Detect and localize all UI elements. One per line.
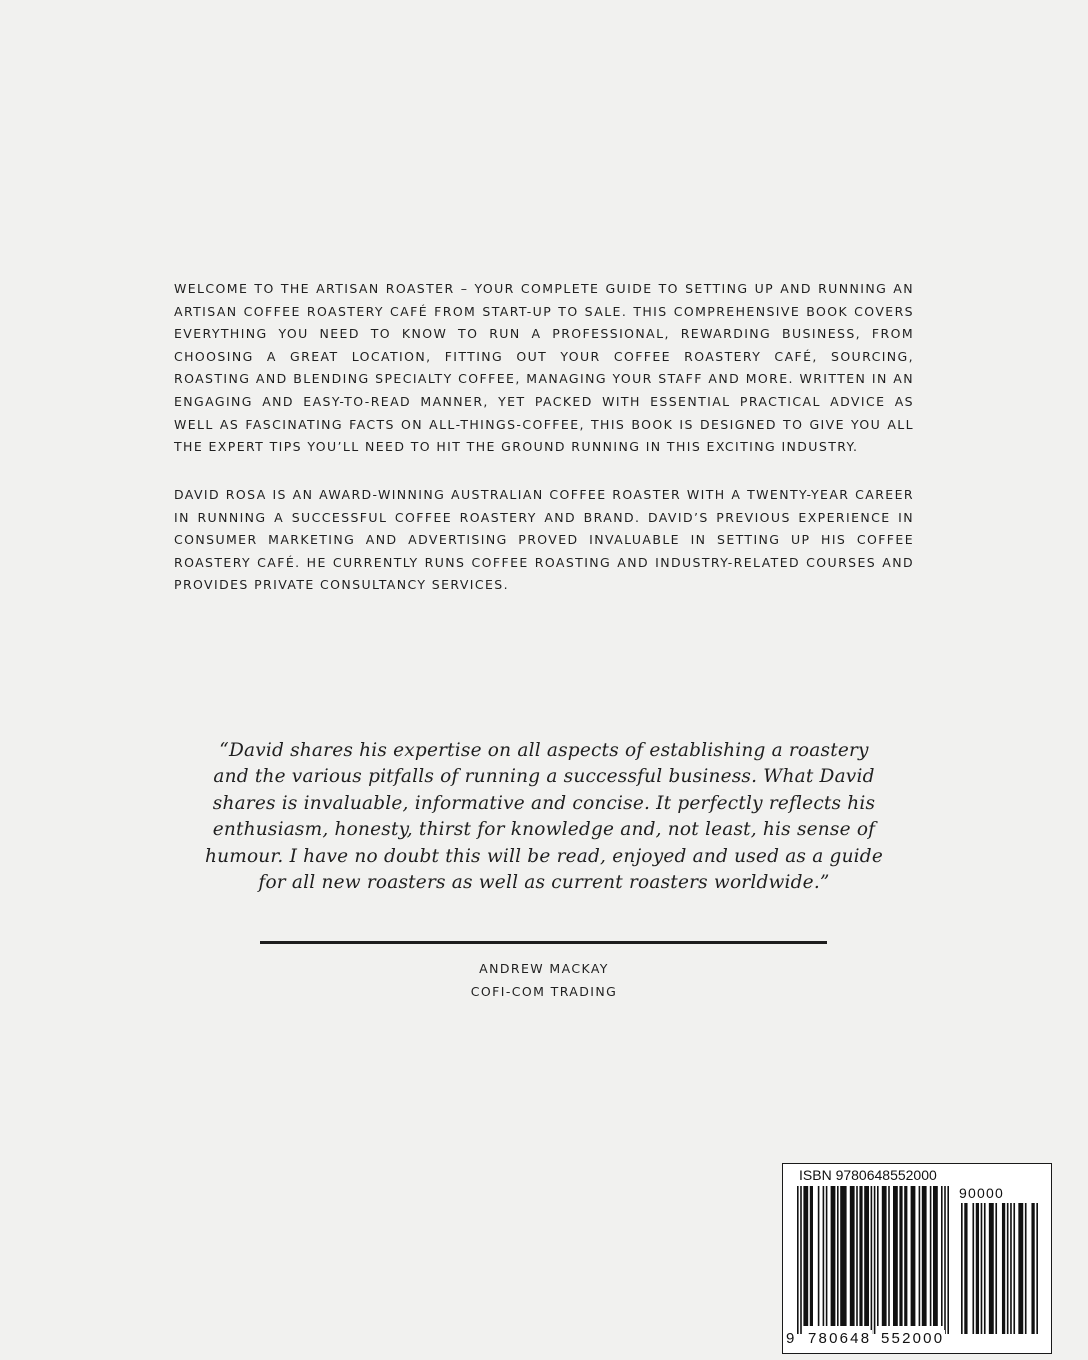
barcode-bar xyxy=(972,1203,974,1334)
testimonial-author-name: ANDREW MACKAY xyxy=(479,961,609,976)
barcode-bar xyxy=(941,1186,943,1326)
addon-barcode-icon xyxy=(961,1203,1038,1334)
barcode-bar xyxy=(1036,1203,1038,1334)
barcode-addon-number: 90000 xyxy=(959,1185,1004,1201)
barcode-bar xyxy=(803,1186,808,1326)
barcode-bar xyxy=(984,1203,986,1334)
barcode-bar xyxy=(933,1186,938,1326)
author-bio-paragraph: DAVID ROSA IS AN AWARD-WINNING AUSTRALIAN COFFEE ROASTER WITH A TWENTY-YEAR CAREER IN RUNNING A SUCCESSFUL COFFEE ROASTERY AND BRAND. DAVID’S PREVIOUS EXPERIENCE IN CONSUMER MARKETING AND ADVERTISING PROVED INVALUABLE IN SETTING UP HIS COFFEE ROASTERY CAFÉ. HE CURRENTLY RUNS COFFEE ROASTING AND INDUSTRY-RELATED COURSES AND PROVIDES PRIVATE CONSULTANCY SERVICES. xyxy=(174,487,914,593)
barcode-bar xyxy=(1002,1203,1005,1334)
barcode-bar xyxy=(1031,1203,1034,1334)
barcode-bar xyxy=(976,1203,979,1334)
divider-rule xyxy=(260,941,827,944)
barcode-bar xyxy=(864,1186,869,1326)
barcode-bar xyxy=(810,1186,813,1326)
barcode-bar xyxy=(871,1186,873,1334)
barcode-bar xyxy=(1025,1203,1027,1334)
barcode-bar xyxy=(818,1186,820,1326)
barcode-bar xyxy=(877,1186,879,1326)
barcode-bar xyxy=(837,1186,839,1326)
barcode-bar xyxy=(1018,1203,1023,1334)
barcode-bar xyxy=(911,1186,916,1326)
barcode-bar xyxy=(850,1186,855,1326)
barcode-bar xyxy=(922,1186,927,1326)
barcode-bar xyxy=(1013,1203,1015,1334)
ean13-barcode-icon xyxy=(797,1186,949,1334)
ean-right-digits: 552000 xyxy=(881,1330,945,1347)
isbn-label: ISBN 9780648552000 xyxy=(799,1167,937,1183)
barcode-bar xyxy=(930,1186,932,1326)
barcode-bar xyxy=(840,1186,846,1326)
barcode-bar xyxy=(826,1186,828,1326)
barcode-bar xyxy=(964,1203,967,1334)
barcode-bar xyxy=(1010,1203,1012,1334)
barcode-bar xyxy=(919,1186,921,1326)
barcode-bar xyxy=(893,1186,898,1326)
barcode-bar xyxy=(800,1186,802,1334)
barcode-bar xyxy=(995,1203,997,1334)
barcode-bar xyxy=(899,1186,902,1326)
barcode-bar xyxy=(859,1186,862,1326)
barcode-bar xyxy=(797,1186,799,1334)
barcode-bar xyxy=(944,1186,946,1334)
barcode-bar xyxy=(831,1186,836,1326)
barcode-bar xyxy=(947,1186,949,1334)
testimonial-author-company: COFI-COM TRADING xyxy=(470,984,618,999)
barcode-bar xyxy=(856,1186,858,1326)
barcode-bar xyxy=(1007,1203,1009,1334)
blurb-intro-paragraph: WELCOME TO THE ARTISAN ROASTER – YOUR COMPLETE GUIDE TO SETTING UP AND RUNNING AN ARTISAN COFFEE ROASTERY CAFÉ FROM START-UP TO SALE. THIS COMPREHENSIVE BOOK COVERS EVERYTHING YOU NEED TO KNOW TO RUN A PROFESSIONAL, REWARDING BUSINESS, FROM CHOOSING A GREAT LOCATION, FITTING OUT YOUR COFFEE ROASTERY CAFÉ, SOURCING, ROASTING AND BLENDING SPECIALTY COFFEE, MANAGING YOUR STAFF AND MORE. WRITTEN IN AN ENGAGING AND EASY-TO-READ MANNER, YET PACKED WITH ESSENTIAL PRACTICAL ADVICE AS WELL AS FASCINATING FACTS ON ALL-THINGS-COFFEE, THIS BOOK IS DESIGNED TO GIVE YOU ALL THE EXPERT TIPS YOU’LL NEED TO HIT THE GROUND RUNNING IN THIS EXCITING INDUSTRY. xyxy=(174,281,914,455)
barcode-bar xyxy=(888,1186,890,1326)
ean-left-digits: 780648 xyxy=(808,1330,872,1347)
barcode-bar xyxy=(874,1186,876,1334)
ean-lead-digit: 9 xyxy=(786,1330,795,1347)
barcode-bar xyxy=(961,1203,963,1334)
barcode-bar xyxy=(981,1203,983,1334)
barcode-bar xyxy=(882,1186,887,1326)
isbn-barcode-box xyxy=(782,1163,1052,1354)
testimonial-quote: “David shares his expertise on all aspects of establishing a roastery and the various pitfalls of running a successful business. What David shares is invaluable, informative and concise. It perfectly reflects his enthusiasm, honesty, thirst for knowledge and, not least, his sense of humour. I have no doubt this will be read, enjoyed and used as a guide for all new roasters as well as current roasters worldwide.” xyxy=(205,740,883,894)
barcode-bar xyxy=(989,1203,994,1334)
barcode-bar xyxy=(823,1186,825,1326)
barcode-bar xyxy=(904,1186,907,1326)
